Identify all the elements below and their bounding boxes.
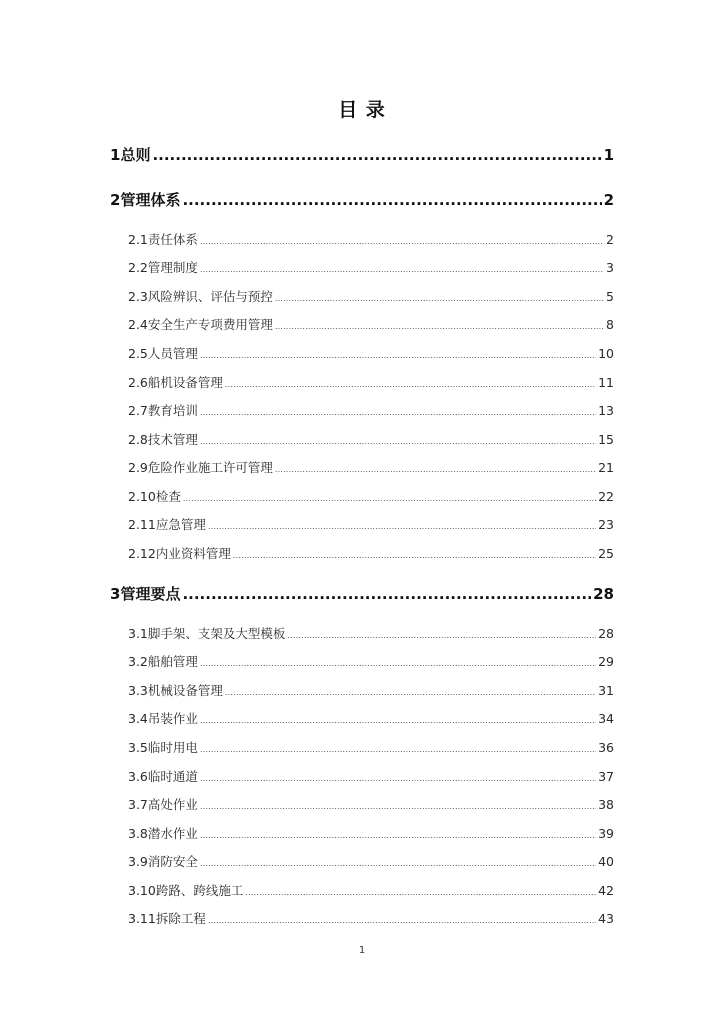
- toc-leader-dots: [183, 494, 596, 503]
- toc-entry-number: 3.5: [128, 740, 148, 755]
- toc-entry-number: 3.6: [128, 769, 148, 784]
- toc-entry-section[interactable]: [128, 401, 614, 419]
- toc-entry-section[interactable]: [128, 230, 614, 248]
- toc-entry-title: 检查: [155, 489, 181, 504]
- toc-entry-title: 内业资料管理: [155, 546, 231, 561]
- toc-entry-title: 吊装作业: [147, 711, 198, 726]
- toc-entry-page: 22: [598, 489, 614, 504]
- toc-entry-number: 2.10: [128, 489, 156, 504]
- toc-entry-number: 2.4: [128, 317, 148, 332]
- toc-entry-title: 教育培训: [147, 403, 198, 418]
- toc-entry-section[interactable]: [128, 909, 614, 927]
- toc-leader-dots: [182, 191, 601, 209]
- toc-leader-dots: [208, 522, 596, 531]
- toc-entry-number: 2.5: [128, 346, 148, 361]
- toc-leader-dots: [245, 888, 596, 897]
- toc-entry-number: 2.9: [128, 460, 148, 475]
- toc-entry-section[interactable]: [128, 544, 614, 562]
- toc-leader-dots: [200, 716, 596, 725]
- toc-entry-page: 2: [603, 191, 614, 209]
- toc-entry-title: 船机设备管理: [147, 375, 223, 390]
- toc-entry-title: 高处作业: [147, 797, 198, 812]
- toc-entry-section[interactable]: [128, 287, 614, 305]
- toc-entry-title: 拆除工程: [155, 911, 206, 926]
- toc-leader-dots: [287, 631, 596, 640]
- toc-leader-dots: [182, 585, 591, 603]
- toc-entry-number: 3.2: [128, 654, 148, 669]
- toc-entry-page: 25: [598, 546, 614, 561]
- toc-entry-title: 临时通道: [147, 769, 198, 784]
- toc-entry-title: 危险作业施工许可管理: [147, 460, 273, 475]
- toc-entry-title: 管理体系: [120, 191, 181, 209]
- toc-entry-page: 37: [598, 769, 614, 784]
- toc-entry-section[interactable]: [128, 852, 614, 870]
- toc-leader-dots: [275, 294, 604, 303]
- toc-leader-dots: [225, 688, 596, 697]
- toc-leader-dots: [225, 380, 596, 389]
- toc-entry-section[interactable]: [128, 624, 614, 642]
- toc-entry-page: 42: [598, 883, 614, 898]
- toc-entry-title: 管理制度: [147, 260, 198, 275]
- toc-entry-title: 应急管理: [155, 517, 206, 532]
- toc-leader-dots: [200, 237, 604, 246]
- toc-entry-number: 3.7: [128, 797, 148, 812]
- toc-leader-dots: [200, 774, 596, 783]
- toc-entry-title: 潜水作业: [147, 826, 198, 841]
- toc-entry-section[interactable]: [128, 738, 614, 756]
- toc-leader-dots: [200, 659, 596, 668]
- toc-entry-chapter-2[interactable]: [110, 189, 614, 210]
- page-title: 目 录: [338, 99, 386, 121]
- toc-leader-dots: [200, 437, 596, 446]
- toc-entry-page: 1: [603, 146, 614, 164]
- toc-entry-number: 2.11: [128, 517, 156, 532]
- toc-entry-number: 2.7: [128, 403, 148, 418]
- toc-entry-section[interactable]: [128, 430, 614, 448]
- toc-leader-dots: [275, 465, 596, 474]
- toc-entry-section[interactable]: [128, 373, 614, 391]
- toc-entry-chapter-1[interactable]: [110, 144, 614, 165]
- toc-entry-page: 10: [598, 346, 614, 361]
- toc-leader-dots: [152, 146, 601, 164]
- toc-entry-page: 43: [598, 911, 614, 926]
- toc-entry-section[interactable]: [128, 709, 614, 727]
- toc-entry-title: 机械设备管理: [147, 683, 223, 698]
- toc-entry-number: 3.3: [128, 683, 148, 698]
- toc-entry-number: 2.1: [128, 232, 148, 247]
- toc-entry-title: 人员管理: [147, 346, 198, 361]
- toc-entry-section[interactable]: [128, 652, 614, 670]
- toc-entry-page: 29: [598, 654, 614, 669]
- toc-entry-number: 3.9: [128, 854, 148, 869]
- toc-entry-section[interactable]: [128, 681, 614, 699]
- toc-entry-page: 36: [598, 740, 614, 755]
- toc-leader-dots: [200, 802, 596, 811]
- toc-entry-number: 2: [110, 191, 121, 209]
- toc-entry-number: 2.2: [128, 260, 148, 275]
- toc-leader-dots: [200, 408, 596, 417]
- toc-entry-title: 临时用电: [147, 740, 198, 755]
- toc-leader-dots: [200, 265, 604, 274]
- toc-leader-dots: [200, 745, 596, 754]
- toc-entry-number: 3.8: [128, 826, 148, 841]
- toc-entry-section[interactable]: [128, 767, 614, 785]
- toc-entry-page: 2: [606, 232, 614, 247]
- toc-leader-dots: [200, 831, 596, 840]
- toc-entry-number: 2.8: [128, 432, 148, 447]
- toc-entry-page: 15: [598, 432, 614, 447]
- toc-entry-number: 3: [110, 585, 121, 603]
- toc-entry-page: 34: [598, 711, 614, 726]
- toc-entry-page: 31: [598, 683, 614, 698]
- page-number-footer: 1: [358, 945, 366, 956]
- toc-entry-title: 总则: [120, 146, 151, 164]
- toc-entry-section[interactable]: [128, 458, 614, 476]
- toc-entry-section[interactable]: [128, 315, 614, 333]
- toc-entry-title: 风险辨识、评估与预控: [147, 289, 273, 304]
- toc-entry-page: 3: [606, 260, 614, 275]
- toc-entry-number: 3.10: [128, 883, 156, 898]
- toc-entry-page: 28: [593, 585, 614, 603]
- toc-entry-number: 1: [110, 146, 121, 164]
- toc-leader-dots: [200, 859, 596, 868]
- toc-entry-page: 21: [598, 460, 614, 475]
- toc-entry-page: 13: [598, 403, 614, 418]
- toc-entry-section[interactable]: [128, 515, 614, 533]
- toc-entry-section[interactable]: [128, 344, 614, 362]
- toc-entry-number: 2.6: [128, 375, 148, 390]
- toc-entry-page: 28: [598, 626, 614, 641]
- toc-entry-title: 脚手架、支架及大型模板: [147, 626, 286, 641]
- toc-entry-number: 3.1: [128, 626, 148, 641]
- toc-entry-section[interactable]: [128, 881, 614, 899]
- toc-entry-page: 11: [598, 375, 614, 390]
- toc-entry-page: 23: [598, 517, 614, 532]
- toc-entry-number: 3.4: [128, 711, 148, 726]
- toc-leader-dots: [233, 551, 596, 560]
- toc-entry-number: 3.11: [128, 911, 156, 926]
- toc-entry-title: 船舶管理: [147, 654, 198, 669]
- toc-entry-title: 安全生产专项费用管理: [147, 317, 273, 332]
- toc-entry-title: 技术管理: [147, 432, 198, 447]
- toc-entry-chapter-3[interactable]: [110, 583, 614, 604]
- toc-entry-page: 5: [606, 289, 614, 304]
- toc-entry-number: 2.3: [128, 289, 148, 304]
- toc-entry-section[interactable]: [128, 824, 614, 842]
- toc-entry-page: 39: [598, 826, 614, 841]
- toc-entry-page: 38: [598, 797, 614, 812]
- toc-entry-section[interactable]: [128, 258, 614, 276]
- toc-entry-section[interactable]: [128, 487, 614, 505]
- toc-entry-title: 消防安全: [147, 854, 198, 869]
- toc-entry-title: 管理要点: [120, 585, 181, 603]
- toc-leader-dots: [200, 351, 596, 360]
- toc-leader-dots: [275, 322, 604, 331]
- toc-entry-title: 责任体系: [147, 232, 198, 247]
- toc-entry-page: 8: [606, 317, 614, 332]
- toc-entry-page: 40: [598, 854, 614, 869]
- toc-entry-section[interactable]: [128, 795, 614, 813]
- toc-leader-dots: [208, 916, 596, 925]
- toc-entry-number: 2.12: [128, 546, 156, 561]
- toc-entry-title: 跨路、跨线施工: [155, 883, 244, 898]
